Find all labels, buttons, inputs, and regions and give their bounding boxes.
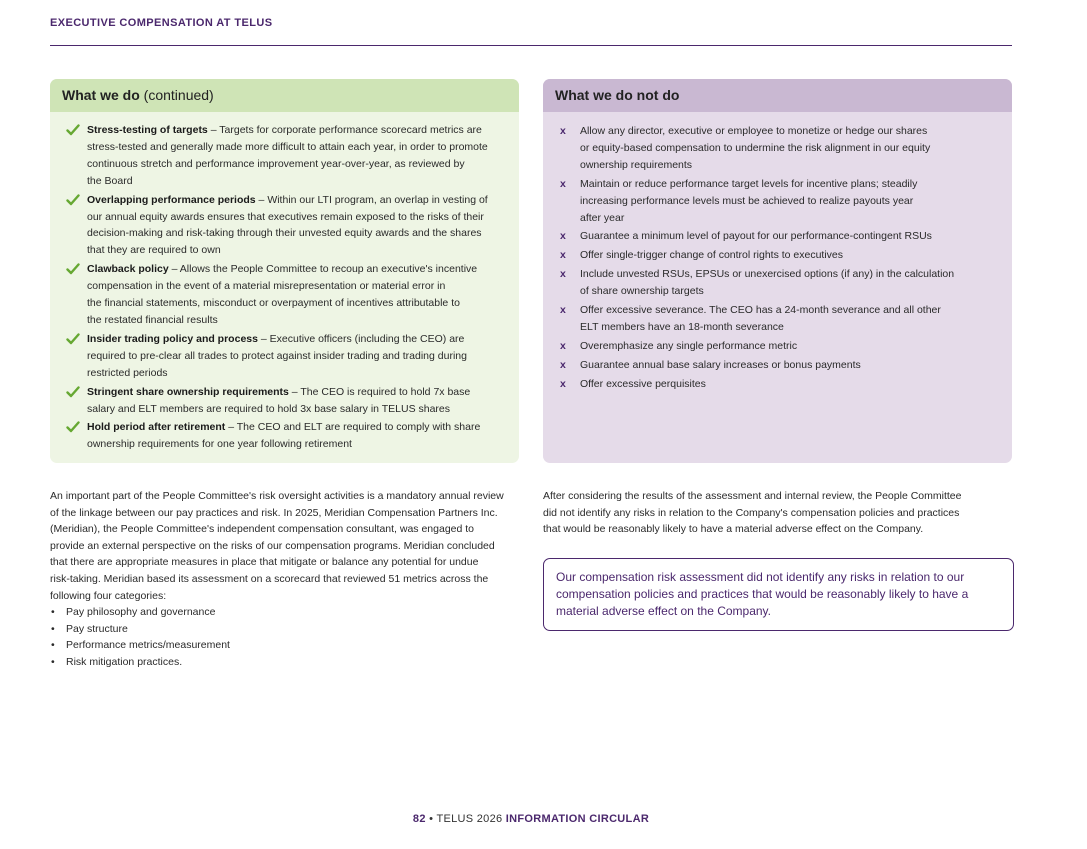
do-item xyxy=(66,192,505,260)
do-item xyxy=(66,122,505,190)
x-icon: x xyxy=(560,358,566,371)
what-we-do-not-do-list xyxy=(543,112,1012,393)
x-icon: x xyxy=(560,125,566,137)
dont-item-text: Overemphasize any single performance metric xyxy=(580,339,798,352)
do-item xyxy=(66,419,505,453)
check-icon xyxy=(66,332,80,346)
check-icon xyxy=(66,385,80,399)
risk-review-section xyxy=(50,488,525,671)
do-item-title: Stress-testing of targets xyxy=(87,124,208,136)
x-icon: x xyxy=(560,177,566,190)
dont-item-text: Include unvested RSUs, EPSUs or unexercised options (if any) in the calculation of share ownership targets xyxy=(580,268,955,298)
do-item-text: – Executive officers (including the CEO) are required to pre-clear all trades to protect against insider trading and trading during restricted periods xyxy=(87,332,467,379)
dont-item xyxy=(559,176,998,227)
do-item-title: Stringent share ownership requirements xyxy=(87,385,289,398)
footer-document-title: INFORMATION CIRCULAR xyxy=(505,813,650,825)
category-item: • Performance metrics/measurement xyxy=(50,637,525,654)
do-item-title: Hold period after retirement xyxy=(87,421,226,434)
dont-item-text: Offer single-trigger change of control rights to executives xyxy=(580,249,844,262)
page-header-title: EXECUTIVE COMPENSATION AT TELUS xyxy=(50,17,273,29)
do-item-title: Clawback policy xyxy=(87,263,169,276)
dont-item xyxy=(559,123,998,174)
dont-item-text: Guarantee annual base salary increases or bonus payments xyxy=(580,358,861,371)
conclusion-paragraph: After considering the results of the assessment and internal review, the People Committee did not identify any risks in relation to the Company's compensation policies and practices that would be reasonably likely to have a material adverse effect on the Company. xyxy=(543,490,962,536)
check-icon xyxy=(66,420,80,434)
category-item: • Risk mitigation practices. xyxy=(50,654,525,671)
what-we-do-panel xyxy=(50,79,519,463)
do-item-title: Overlapping performance periods xyxy=(87,193,256,206)
x-icon: x xyxy=(560,377,566,390)
do-item-text: – Targets for corporate performance scorecard metrics are stress-tested and generally made more difficult to attain each year, in order to promote continuous stretch and performance improvement year-over-year, as reviewed by the Board xyxy=(87,124,488,187)
category-list xyxy=(50,604,525,670)
what-we-do-title-suffix: (continued) xyxy=(139,87,214,103)
page-footer xyxy=(0,813,1062,825)
do-item-title: Insider trading policy and process xyxy=(87,332,258,345)
check-icon xyxy=(66,262,80,276)
dont-item-text: Offer excessive severance. The CEO has a 24-month severance and all other ELT members have an 18-month severance xyxy=(580,304,941,333)
do-item xyxy=(66,384,505,418)
callout-box: Our compensation risk assessment did not identify any risks in relation to our compensation policies and practices that would be reasonably likely to have a material adverse effect on the Company. xyxy=(543,558,1014,631)
x-icon: x xyxy=(560,304,566,317)
dont-item xyxy=(559,376,998,393)
x-icon: x xyxy=(560,339,566,352)
what-we-do-not-do-title: What we do not do xyxy=(555,87,680,103)
dont-item xyxy=(559,266,998,300)
header-divider xyxy=(50,45,1012,46)
what-we-do-heading xyxy=(50,79,519,112)
check-icon xyxy=(66,193,80,207)
do-item-text: – Within our LTI program, an overlap in vesting of our annual equity awards ensures that executives remain exposed to the risks of their decision-making and risk-taking through their unvested equity awards and the shares that they are required to own xyxy=(87,193,488,257)
footer-brand: TELUS 2026 xyxy=(436,813,506,825)
dont-item-text: Allow any director, executive or employee to monetize or hedge our shares or equity-based compensation to undermine the risk alignment in our equity ownership requirements xyxy=(580,125,931,171)
do-item xyxy=(66,261,505,329)
dont-item xyxy=(559,247,998,264)
dont-item-text: Guarantee a minimum level of payout for our performance-contingent RSUs xyxy=(580,230,932,243)
x-icon: x xyxy=(560,268,566,281)
check-icon xyxy=(66,123,80,137)
category-item: • Pay structure xyxy=(50,621,525,638)
what-we-do-list xyxy=(50,112,519,453)
dont-item-text: Offer excessive perquisites xyxy=(580,377,706,390)
what-we-do-title: What we do xyxy=(62,87,140,103)
dont-item xyxy=(559,302,998,336)
what-we-do-not-do-heading xyxy=(543,79,1012,112)
dont-item-text: Maintain or reduce performance target levels for incentive plans; steadily increasing performance levels must be achieved to realize payouts year after year xyxy=(580,177,918,224)
dont-item xyxy=(559,357,998,374)
dont-item xyxy=(559,338,998,355)
do-item xyxy=(66,331,505,382)
do-item-text: – Allows the People Committee to recoup an executive's incentive compensation in the event of a material misrepresentation or material error in the financial statements, misconduct or overpayment of incentives attributable to the restated financial results xyxy=(87,263,478,326)
do-item-text: – The CEO and ELT are required to comply with share ownership requirements for one year following retirement xyxy=(87,421,481,451)
x-icon: x xyxy=(560,249,566,262)
page-number: 82 xyxy=(412,813,426,825)
x-icon: x xyxy=(560,230,566,243)
dont-item xyxy=(559,228,998,245)
footer-separator: • xyxy=(425,813,437,825)
category-item: • Pay philosophy and governance xyxy=(50,604,525,621)
do-item-text: – The CEO is required to hold 7x base salary and ELT members are required to hold 3x base salary in TELUS shares xyxy=(87,385,471,415)
what-we-do-not-do-panel xyxy=(543,79,1012,463)
risk-review-paragraph: An important part of the People Committee's risk oversight activities is a mandatory annual review of the linkage between our pay practices and risk. In 2025, Meridian Compensation Partners Inc. (Meridian), the People Committee's independent compensation consultant, was engaged to provide an external perspective on the risks of our compensation programs. Meridian concluded that there are appropriate measures in place that mitigate or balance any potential for undue risk-taking. Meridian based its assessment on a scorecard that reviewed 51 metrics across the following four categories: xyxy=(50,490,504,602)
